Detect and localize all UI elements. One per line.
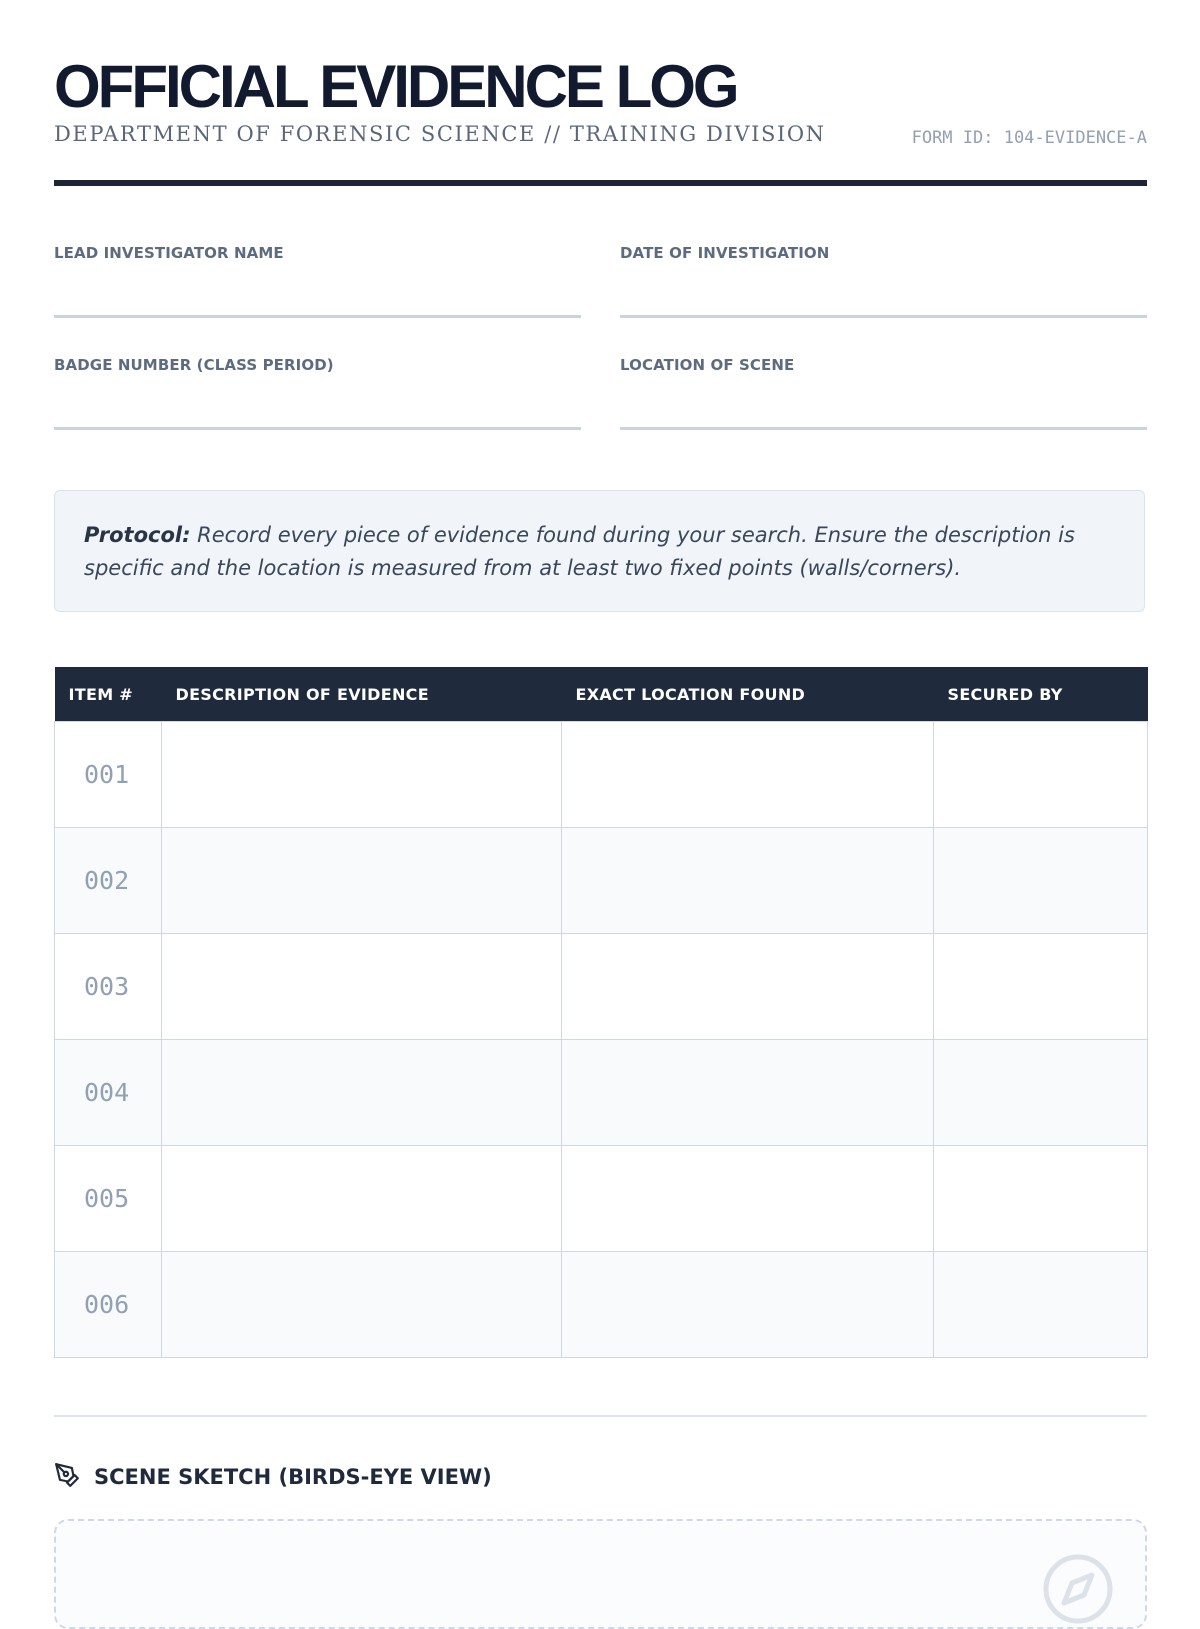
lead-investigator-field[interactable] [54, 244, 581, 262]
location-cell[interactable] [562, 722, 934, 828]
scene-sketch-area[interactable] [54, 1519, 1147, 1629]
description-cell[interactable] [162, 934, 562, 1040]
compass-icon [1042, 1553, 1114, 1625]
evidence-table [54, 667, 1148, 1358]
pen-tool-icon [54, 1462, 80, 1492]
table-row [55, 1252, 1148, 1358]
item-number-cell: 006 [55, 1252, 162, 1358]
sketch-section-header [54, 1462, 492, 1492]
description-cell[interactable] [162, 722, 562, 828]
secured-by-cell[interactable] [934, 1146, 1148, 1252]
sketch-title: SCENE SKETCH (BIRDS-EYE VIEW) [94, 1465, 492, 1489]
department-subtitle: DEPARTMENT OF FORENSIC SCIENCE // TRAINING DIVISION [54, 122, 826, 146]
header-secured-by: SECURED BY [934, 667, 1148, 722]
header-location: EXACT LOCATION FOUND [562, 667, 934, 722]
item-number-cell: 003 [55, 934, 162, 1040]
description-cell[interactable] [162, 1252, 562, 1358]
form-id: FORM ID: 104-EVIDENCE-A [911, 128, 1147, 148]
secured-by-cell[interactable] [934, 1040, 1148, 1146]
item-number-cell: 002 [55, 828, 162, 934]
location-input-line[interactable] [620, 427, 1147, 430]
location-cell[interactable] [562, 934, 934, 1040]
secured-by-cell[interactable] [934, 934, 1148, 1040]
table-row [55, 934, 1148, 1040]
description-cell[interactable] [162, 1146, 562, 1252]
protocol-label: Protocol: [84, 523, 191, 547]
lead-investigator-label: LEAD INVESTIGATOR NAME [54, 244, 284, 262]
description-cell[interactable] [162, 828, 562, 934]
location-cell[interactable] [562, 1146, 934, 1252]
table-header-row [55, 667, 1148, 722]
location-cell[interactable] [562, 828, 934, 934]
badge-number-label: BADGE NUMBER (CLASS PERIOD) [54, 356, 334, 374]
location-label: LOCATION OF SCENE [620, 356, 795, 374]
location-cell[interactable] [562, 1252, 934, 1358]
item-number-cell: 004 [55, 1040, 162, 1146]
header-item-number: ITEM # [55, 667, 162, 722]
table-row [55, 1146, 1148, 1252]
page-title: OFFICIAL EVIDENCE LOG [54, 53, 737, 120]
item-number-cell: 001 [55, 722, 162, 828]
secured-by-cell[interactable] [934, 828, 1148, 934]
date-input-line[interactable] [620, 315, 1147, 318]
location-field[interactable] [620, 356, 1147, 374]
badge-number-field[interactable] [54, 356, 581, 374]
lead-investigator-input-line[interactable] [54, 315, 581, 318]
protocol-text: Record every piece of evidence found during your search. Ensure the description is specific and the location is measured from at least two fixed points (walls/corners). [84, 523, 1075, 580]
secured-by-cell[interactable] [934, 722, 1148, 828]
table-row [55, 722, 1148, 828]
description-cell[interactable] [162, 1040, 562, 1146]
table-row [55, 1040, 1148, 1146]
section-divider [54, 1415, 1147, 1417]
date-field[interactable] [620, 244, 1147, 262]
badge-number-input-line[interactable] [54, 427, 581, 430]
location-cell[interactable] [562, 1040, 934, 1146]
secured-by-cell[interactable] [934, 1252, 1148, 1358]
table-row [55, 828, 1148, 934]
date-label: DATE OF INVESTIGATION [620, 244, 830, 262]
header-description: DESCRIPTION OF EVIDENCE [162, 667, 562, 722]
protocol-note [54, 490, 1145, 612]
item-number-cell: 005 [55, 1146, 162, 1252]
title-divider [54, 180, 1147, 186]
